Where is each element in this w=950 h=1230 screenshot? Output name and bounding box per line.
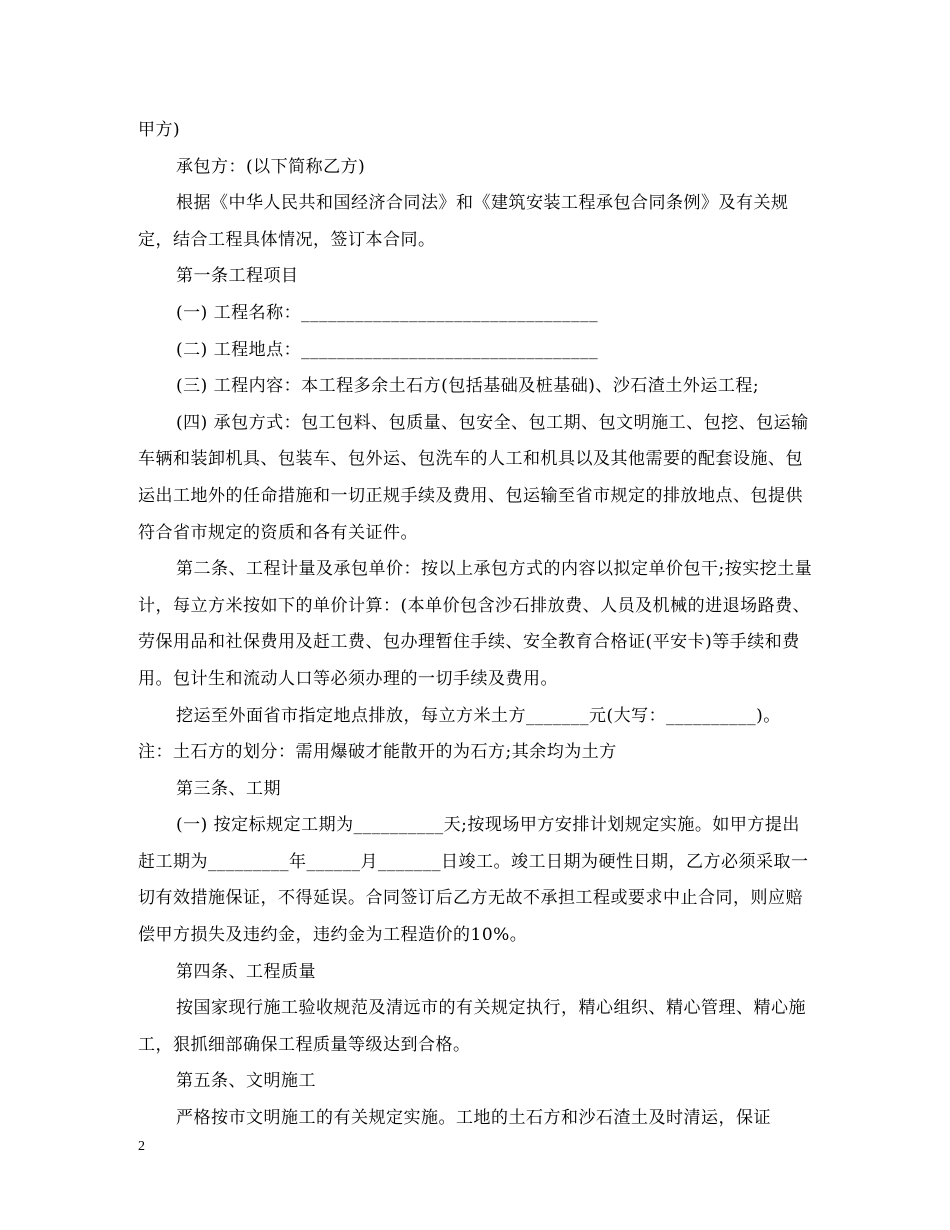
- paragraph-6: (三) 工程内容：本工程多余土石方(包括基础及桩基础)、沙石渣土外运工程;: [176, 376, 760, 397]
- paragraph-3: 第一条工程项目: [176, 266, 299, 287]
- paragraph-12: (一) 按定标规定工期为__________天;按现场甲方安排计划规定实施。如甲方提出赶工期为_________年______月_______日竣工。竣工日期为硬性日期，乙方必须采取一切有效措施保证，不得延误。合同签订后乙方无故不承担工程或要求中止合同，则应赔偿甲方损失及违约金，违约金为工程造价的10%。: [138, 815, 809, 946]
- paragraph-15: 第五条、文明施工: [176, 1071, 316, 1092]
- paragraph-0: 甲方): [138, 120, 181, 140]
- paragraph-5: (二) 工程地点：_________________________________: [176, 339, 599, 360]
- paragraph-7: (四) 承包方式：包工包料、包质量、包安全、包工期、包文明施工、包挖、包运输车辆和装卸机具、包装车、包外运、包洗车的人工和机具以及其他需要的配套设施、包运出工地外的任命措施和一切正规手续及费用、包运输至省市规定的排放地点、包提供符合省市规定的资质和各有关证件。: [138, 412, 809, 543]
- paragraph-4: (一) 工程名称：_________________________________: [176, 302, 599, 323]
- page-number: 2: [138, 1139, 145, 1154]
- paragraph-11: 第三条、工期: [176, 778, 281, 799]
- paragraph-9: 挖运至外面省市指定地点排放，每立方米土方_______元(大写：__________)。: [176, 705, 781, 726]
- paragraph-1: 承包方：(以下简称乙方): [176, 156, 366, 177]
- paragraph-14: 按国家现行施工验收规范及清远市的有关规定执行，精心组织、精心管理、精心施工，狠抓细部确保工程质量等级达到合格。: [138, 998, 806, 1055]
- paragraph-8: 第二条、工程计量及承包单价：按以上承包方式的内容以拟定单价包干;按实挖土量计，每立方米按如下的单价计算：(本单价包含沙石排放费、人员及机械的进退场路费、劳保用品和社保费用及赶工费、包办理暂住手续、安全教育合格证(平安卡)等手续和费用。包计生和流动人口等必须办理的一切手续及费用。: [138, 559, 813, 689]
- paragraph-13: 第四条、工程质量: [176, 961, 316, 982]
- paragraph-10: 注：土石方的划分：需用爆破才能散开的为石方;其余均为土方: [138, 742, 617, 763]
- paragraph-16: 严格按市文明施工的有关规定实施。工地的土石方和沙石渣土及时清运，保证: [176, 1108, 771, 1129]
- paragraph-2: 根据《中华人民共和国经济合同法》和《建筑安装工程承包合同条例》及有关规定，结合工程具体情况，签订本合同。: [138, 193, 789, 250]
- document-body: [138, 112, 814, 1137]
